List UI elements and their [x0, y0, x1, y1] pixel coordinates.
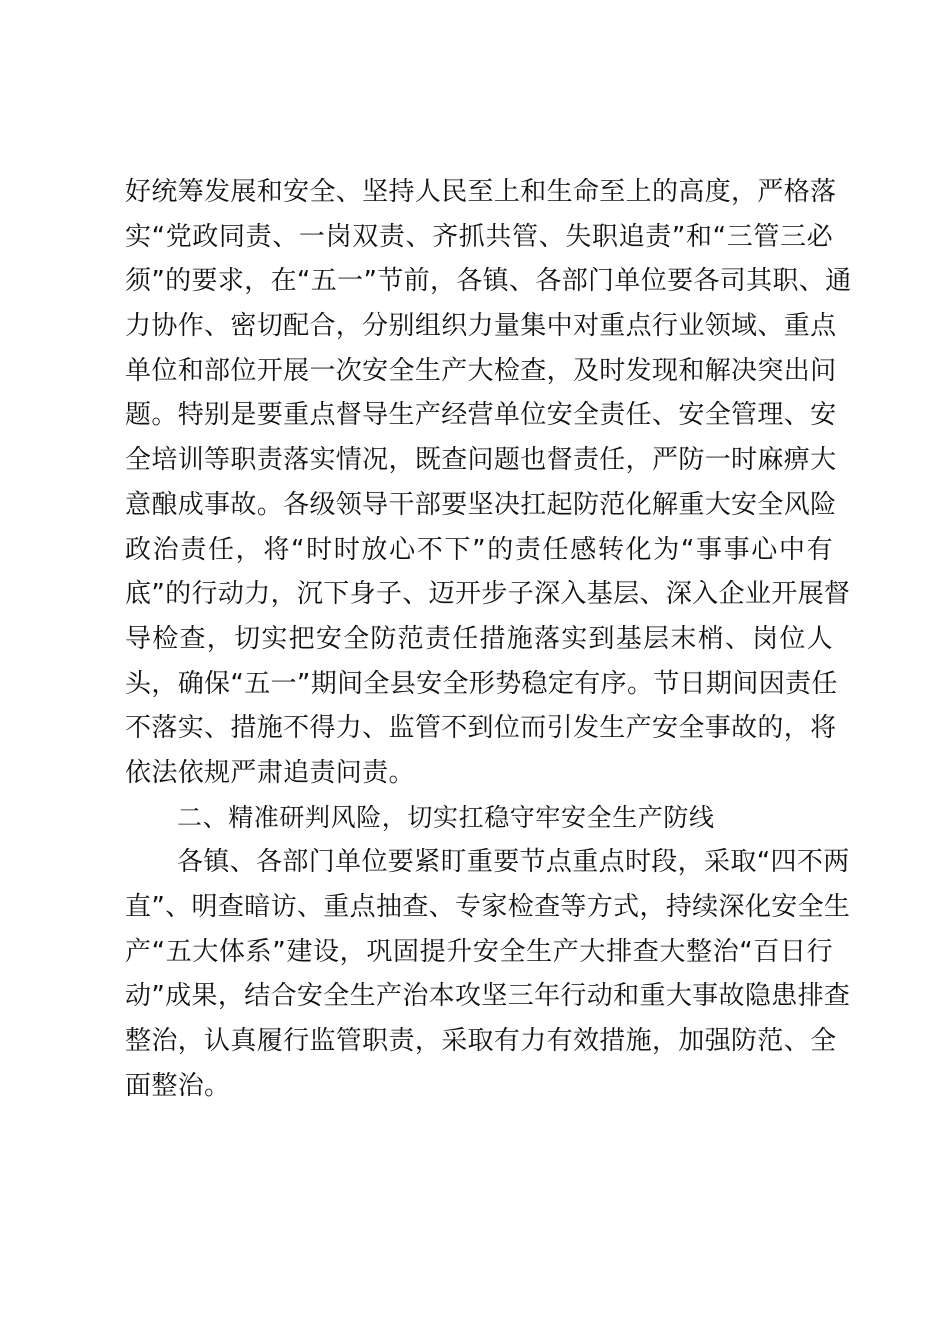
text-line: 底”的行动力，沉下身子、迈开步子深入基层、深入企业开展督 [125, 579, 851, 610]
text-line: 实“党政同责、一岗双责、齐抓共管、失职追责”和“三管三必 [125, 221, 833, 252]
text-line: 产“五大体系”建设，巩固提升安全生产大排查大整治“百日行 [125, 936, 833, 967]
section-heading: 二、精准研判风险，切实扛稳守牢安全生产防线 [177, 802, 715, 832]
text-line: 直”、明查暗访、重点抽查、专家检查等方式，持续深化安全生 [125, 892, 851, 922]
text-line: 力协作、密切配合，分别组织力量集中对重点行业领域、重点 [125, 311, 837, 342]
text-line: 全培训等职责落实情况，既查问题也督责任，严防一时麻痹大 [125, 445, 837, 476]
text-line: 头，确保“五一”期间全县安全形势稳定有序。节日期间因责任 [125, 668, 838, 699]
text-line: 面整治。 [125, 1070, 231, 1101]
document-body [125, 170, 852, 1108]
paragraph-1 [125, 170, 852, 796]
text-line: 须”的要求，在“五一”节前，各镇、各部门单位要各司其职、通 [125, 266, 852, 297]
text-line: 动”成果，结合安全生产治本攻坚三年行动和重大事故隐患排查 [125, 981, 851, 1012]
text-line: 意酿成事故。各级领导干部要坚决扛起防范化解重大安全风险 [125, 489, 837, 520]
text-line: 好统筹发展和安全、坚持人民至上和生命至上的高度，严格落 [125, 177, 837, 207]
text-line: 不落实、措施不得力、监管不到位而引发生产安全事故的，将 [125, 713, 837, 744]
text-line: 导检查，切实把安全防范责任措施落实到基层末梢、岗位人 [125, 623, 833, 654]
paragraph-2 [125, 840, 851, 1108]
text-line: 题。特别是要重点督导生产经营单位安全责任、安全管理、安 [125, 400, 837, 431]
text-line: 依法依规严肃追责问责。 [125, 757, 415, 788]
text-line: 政治责任，将“时时放心不下”的责任感转化为“事事心中有 [125, 534, 833, 565]
text-line: 各镇、各部门单位要紧盯重要节点重点时段，采取“四不两 [177, 847, 850, 878]
text-line: 整治，认真履行监管职责，采取有力有效措施，加强防范、全 [125, 1026, 837, 1057]
text-line: 单位和部位开展一次安全生产大检查，及时发现和解决突出问 [125, 355, 837, 386]
